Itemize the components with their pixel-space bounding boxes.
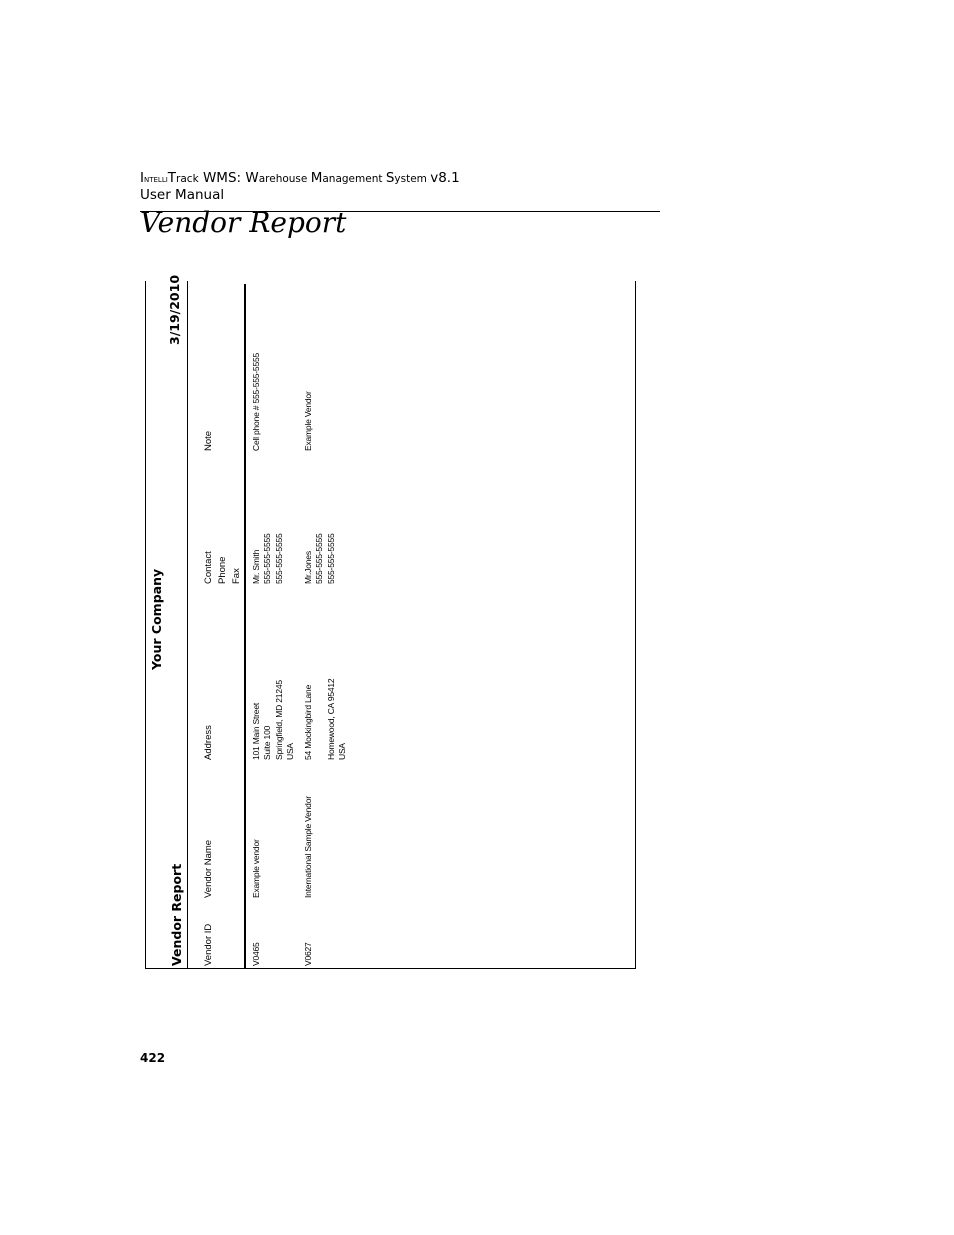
row2-address-line3: Homewood, CA 95412 xyxy=(326,678,336,760)
report-frame-left-edge xyxy=(145,968,636,969)
col-header-fax: Fax xyxy=(231,568,242,584)
title-anagement: anagement xyxy=(322,173,386,185)
running-header-subtitle: User Manual xyxy=(140,187,225,203)
report-frame-top-edge xyxy=(145,281,146,969)
row1-note: Cell phone # 555-555-5555 xyxy=(251,352,261,451)
title-i: I xyxy=(140,170,144,186)
row2-vendor-name: International Sample Vendor xyxy=(303,796,313,898)
col-header-note: Note xyxy=(203,430,214,451)
col-header-contact: Contact xyxy=(203,551,214,584)
title-wms: WMS: xyxy=(198,170,246,186)
title-ntelli: ntelli xyxy=(143,173,168,185)
row1-phone: 555-555-5555 xyxy=(262,533,272,584)
row2-note: Example Vendor xyxy=(303,391,313,451)
title-arehouse: arehouse xyxy=(258,173,311,185)
title-version: v8.1 xyxy=(430,170,460,186)
title-ystem: ystem xyxy=(394,173,431,185)
col-header-vendor-id: Vendor ID xyxy=(203,923,214,966)
section-title: Vendor Report xyxy=(140,206,347,239)
title-m: M xyxy=(310,170,323,186)
title-t: T xyxy=(167,170,177,186)
page-number: 422 xyxy=(140,1051,166,1065)
col-header-vendor-name: Vendor Name xyxy=(203,839,214,898)
report-date: 3/19/2010 xyxy=(167,274,182,345)
title-s: S xyxy=(385,170,395,186)
report-column-header-divider xyxy=(244,284,246,968)
row1-address-line2: Suite 100 xyxy=(262,725,272,760)
report-company: Your Company xyxy=(149,568,164,670)
col-header-phone: Phone xyxy=(217,556,228,584)
report-title: Vendor Report xyxy=(169,863,184,966)
row2-address-line1: 54 Mockingbird Lane xyxy=(303,684,313,760)
row1-address-line4: USA xyxy=(285,743,295,760)
row1-fax: 555-555-5555 xyxy=(274,533,284,584)
report-header-divider xyxy=(187,281,188,969)
row2-address-line4: USA xyxy=(337,743,347,760)
row2-phone: 555-555-5555 xyxy=(314,533,324,584)
report-frame-bottom-edge xyxy=(635,281,636,969)
col-header-address: Address xyxy=(203,725,214,760)
row1-vendor-id: V0465 xyxy=(251,942,261,966)
row2-contact: Mr.Jones xyxy=(303,551,313,584)
row2-vendor-id: V0627 xyxy=(303,942,313,966)
title-rack: rack xyxy=(176,173,199,185)
row2-fax: 555-555-5555 xyxy=(326,533,336,584)
row1-contact: Mr. Smith xyxy=(251,549,261,584)
row1-vendor-name: Example vendor xyxy=(251,839,261,898)
row1-address-line1: 101 Main Street xyxy=(251,702,261,760)
title-w: W xyxy=(245,170,259,186)
running-header-title xyxy=(140,170,460,186)
row1-address-line3: Springfield, MD 21245 xyxy=(274,680,284,760)
